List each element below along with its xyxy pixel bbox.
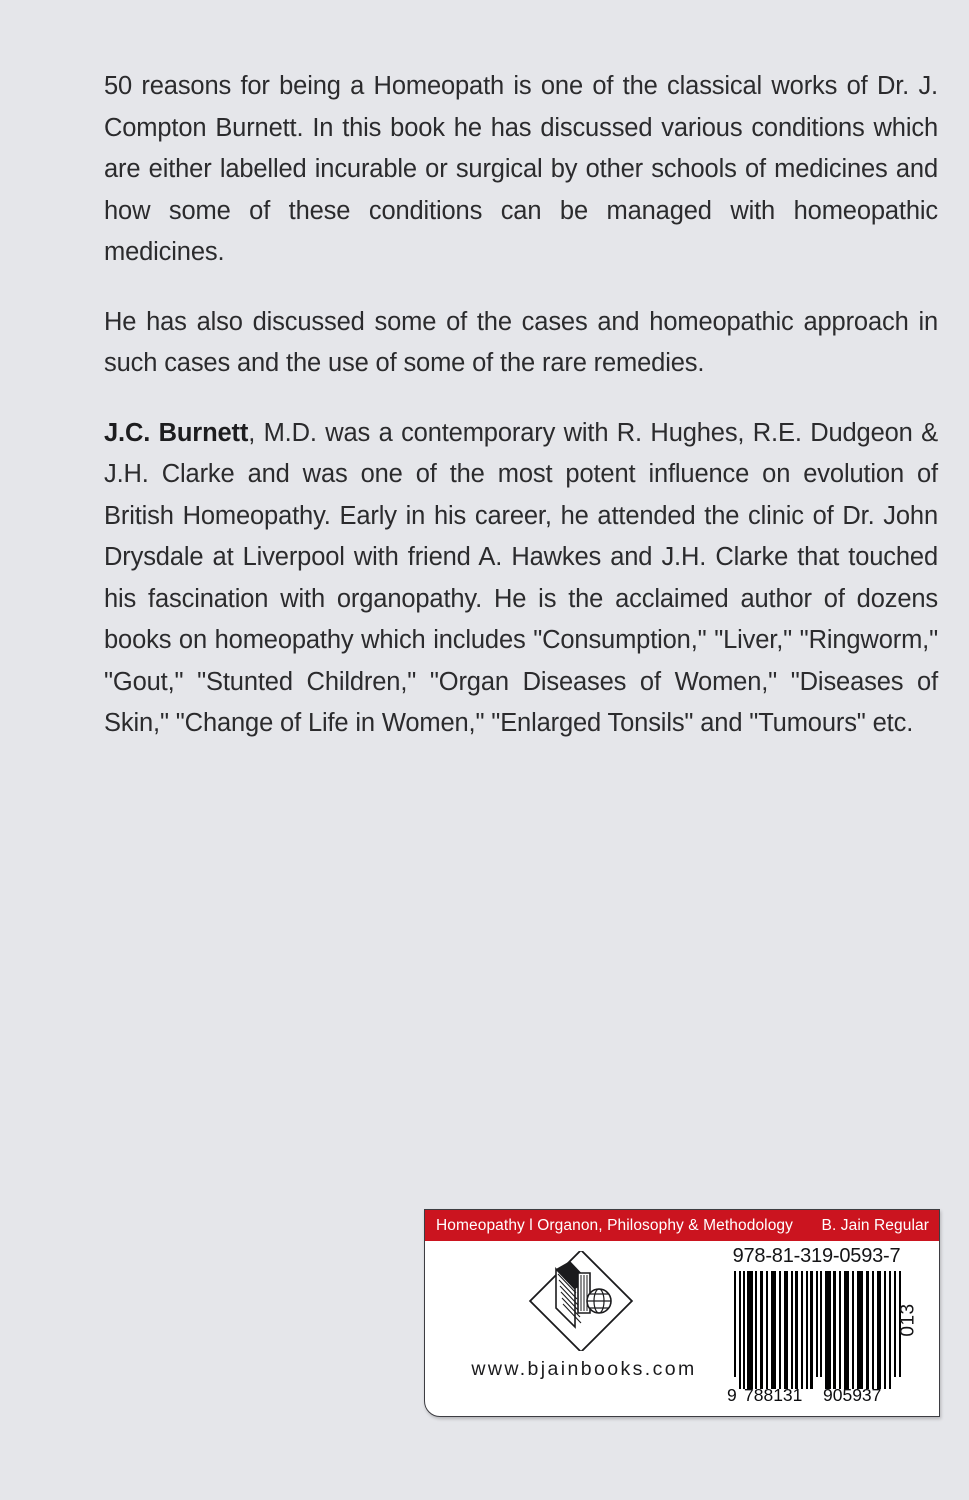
blurb-text-block: [104, 66, 938, 745]
category-subject-label: Homeopathy l Organon, Philosophy & Methodology: [436, 1216, 794, 1234]
barcode-side-code: 013: [897, 1303, 919, 1337]
barcode-digit-group-2: 788131: [744, 1385, 803, 1405]
author-bio-text: , M.D. was a contemporary with R. Hughes, R.E. Dudgeon & J.H. Clarke and was one of the most potent influence on evolution of British Homeopathy. Early in his career, he attended the clinic of Dr. John Drysdale at Liverpool with friend A. Hawkes and J.H. Clarke that touched his fascination with organopathy. He is the acclaimed author of dozens books on homeopathy which includes "Consumption," "Liver," "Ringworm," "Gout," "Stunted Children," "Organ Diseases of Women," "Diseases of Skin," "Change of Life in Women," "Enlarged Tonsils" and "Tumours" etc.: [104, 418, 938, 737]
blurb-paragraph-1: 50 reasons for being a Homeopath is one of the classical works of Dr. J. Compton Burnett. In this book he has discussed various conditions which are either labelled incurable or surgical by other schools of medicines and how some of these conditions can be managed with homeopathic medicines.: [104, 72, 938, 266]
barcode-digits: [727, 1385, 909, 1407]
imprint-label: B. Jain Regular: [821, 1216, 929, 1234]
category-bar: [425, 1210, 939, 1241]
isbn-number: 978-81-319-0593-7: [732, 1245, 901, 1267]
barcode-digit-group-3: 905937: [823, 1385, 882, 1405]
barcode-block: [722, 1245, 927, 1415]
author-bio-paragraph: [104, 413, 938, 745]
publisher-website-url[interactable]: www.bjainbooks.com: [471, 1358, 697, 1380]
author-name: J.C. Burnett: [104, 418, 249, 447]
publisher-barcode-card: [424, 1209, 940, 1417]
bjain-books-logo-icon: [526, 1251, 636, 1351]
barcode-digit-group-1: 9: [727, 1385, 737, 1405]
publisher-card-body: [425, 1241, 939, 1417]
blurb-paragraph-2: He has also discussed some of the cases and homeopathic approach in such cases and the use of some of the rare remedies.: [104, 307, 938, 377]
barcode-bars: [734, 1271, 902, 1389]
